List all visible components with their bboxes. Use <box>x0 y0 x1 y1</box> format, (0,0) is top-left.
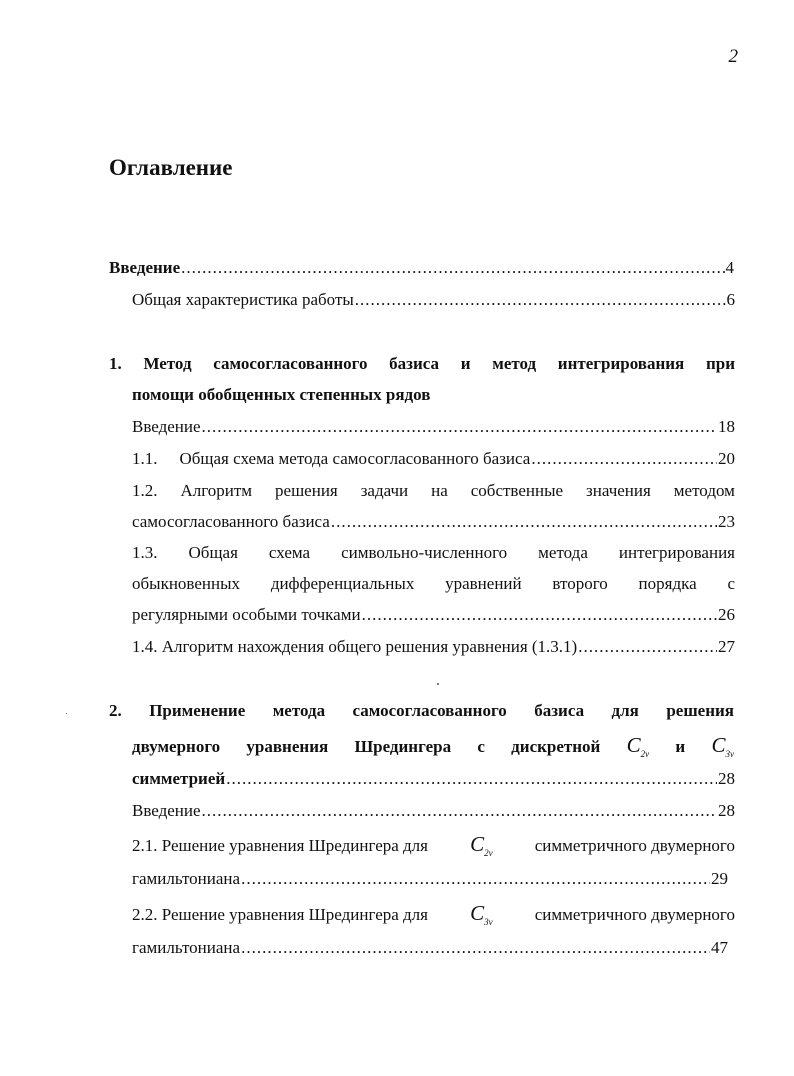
toc-word: Общая <box>188 543 238 562</box>
chapter-2-title-line2 <box>132 733 734 759</box>
toc-label: Введение <box>132 417 201 436</box>
toc-word: уравнений <box>445 574 522 593</box>
title-word: дискретной <box>511 737 601 756</box>
toc-text: 2.2. Решение уравнения Шредингера для <box>132 905 428 924</box>
title-word: и <box>675 737 686 756</box>
toc-entry-overview[interactable] <box>132 290 735 310</box>
leader-dots <box>241 869 710 889</box>
chapter-1-title[interactable] <box>109 354 735 374</box>
toc-entry-1-3[interactable] <box>132 543 735 563</box>
toc-word: 1.2. <box>132 481 158 500</box>
title-text: помощи обобщенных степенных рядов <box>132 385 431 404</box>
leader-dots <box>531 449 717 469</box>
leader-dots <box>331 512 717 532</box>
c2v-symbol: $C_{2v}$ <box>470 832 493 859</box>
toc-page: 28 <box>718 801 735 820</box>
leader-dots <box>362 605 717 625</box>
toc-entry-1-3-line3[interactable] <box>132 605 735 625</box>
title-word: Применение <box>149 701 246 720</box>
scan-speck <box>66 713 67 714</box>
chapter-2-title[interactable] <box>109 701 734 721</box>
toc-word: второго <box>552 574 608 593</box>
toc-entry-2-1[interactable] <box>132 832 735 858</box>
title-word: решения <box>666 701 734 720</box>
toc-word: метода <box>538 543 588 562</box>
leader-dots <box>202 801 717 821</box>
toc-word: схема <box>268 543 311 562</box>
toc-label: регулярными особыми точками <box>132 605 361 624</box>
chapter-number: 1. <box>109 354 122 373</box>
toc-word: символьно-численного <box>341 543 508 562</box>
page-number: 2 <box>728 46 738 67</box>
toc-text: симметричного двумерного <box>534 905 735 924</box>
toc-entry-1-3-line2 <box>132 574 735 594</box>
leader-dots <box>181 258 724 278</box>
title-word: интегрирования <box>557 354 685 373</box>
toc-entry-intro[interactable] <box>109 258 734 278</box>
leader-dots <box>226 769 717 789</box>
c2v-symbol: $C_{2v}$ <box>626 733 650 760</box>
toc-word: интегрирования <box>618 543 735 562</box>
toc-label: симметрией <box>132 769 226 788</box>
toc-page: 47 <box>711 938 728 957</box>
toc-word: дифференциальных <box>270 574 415 593</box>
toc-entry-1-2[interactable] <box>132 481 735 501</box>
toc-word: на <box>431 481 448 500</box>
toc-page: 4 <box>725 258 734 277</box>
title-word: уравнения <box>246 737 329 756</box>
toc-page: 6 <box>726 290 735 309</box>
toc-label: самосогласованного базиса <box>132 512 330 531</box>
toc-page: 26 <box>718 605 735 624</box>
title-word: двумерного <box>132 737 221 756</box>
title-word: Метод <box>143 354 192 373</box>
title-word: и <box>460 354 471 373</box>
leader-dots <box>241 938 710 958</box>
title-word: самосогласованного <box>352 701 507 720</box>
toc-label: гамильтониана <box>132 938 241 957</box>
scan-speck <box>437 683 439 685</box>
toc-entry-ch2-intro[interactable] <box>132 801 735 821</box>
title-word: при <box>705 354 735 373</box>
toc-word: обыкновенных <box>132 574 241 593</box>
toc-label: Введение <box>132 801 201 820</box>
toc-word: с <box>727 574 735 593</box>
toc-word: собственные <box>470 481 564 500</box>
title-word: с <box>477 737 485 756</box>
title-word: базиса <box>534 701 585 720</box>
toc-entry-1-2-line2[interactable] <box>132 512 735 532</box>
chapter-number: 2. <box>109 701 122 720</box>
toc-page: 29 <box>711 869 728 888</box>
leader-dots <box>202 417 717 437</box>
toc-label: Общая схема метода самосогласованного базиса <box>179 449 531 468</box>
c3v-symbol: $C_{3v}$ <box>711 733 734 760</box>
toc-entry-ch2[interactable] <box>132 769 735 789</box>
toc-label: гамильтониана <box>132 869 241 888</box>
toc-word: значения <box>586 481 651 500</box>
title-word: для <box>611 701 639 720</box>
toc-word: порядка <box>638 574 697 593</box>
section-number: 1.1. <box>132 449 158 468</box>
title-word: метод <box>492 354 537 373</box>
toc-label: Введение <box>109 258 181 277</box>
title-word: метода <box>272 701 326 720</box>
title-word: Шредингера <box>354 737 452 756</box>
toc-entry-2-1-line2[interactable] <box>132 869 728 889</box>
toc-label: Общая характеристика работы <box>132 290 354 309</box>
title-word: базиса <box>389 354 440 373</box>
toc-page: 27 <box>718 637 735 656</box>
leader-dots <box>355 290 726 310</box>
leader-dots <box>578 637 717 657</box>
toc-word: решения <box>275 481 338 500</box>
toc-label: 1.4. Алгоритм нахождения общего решения уравнения (1.3.1) <box>132 637 578 656</box>
toc-entry-1-4[interactable] <box>132 637 735 657</box>
toc-page: 28 <box>718 769 735 788</box>
toc-word: Алгоритм <box>180 481 253 500</box>
toc-entry-2-2[interactable] <box>132 901 735 927</box>
toc-page: 23 <box>718 512 735 531</box>
chapter-1-title-line2 <box>132 385 430 405</box>
toc-text: симметричного двумерного <box>534 836 735 855</box>
toc-word: методом <box>673 481 735 500</box>
toc-entry-2-2-line2[interactable] <box>132 938 728 958</box>
toc-entry-ch1-intro[interactable] <box>132 417 735 437</box>
page-title: Оглавление <box>109 155 233 180</box>
toc-word: 1.3. <box>132 543 158 562</box>
toc-word: задачи <box>360 481 409 500</box>
c3v-symbol: $C_{3v}$ <box>470 901 493 928</box>
title-word: самосогласованного <box>213 354 368 373</box>
toc-page: 20 <box>718 449 735 468</box>
toc-page: 18 <box>718 417 735 436</box>
toc-entry-1-1[interactable] <box>132 449 735 469</box>
toc-text: 2.1. Решение уравнения Шредингера для <box>132 836 428 855</box>
